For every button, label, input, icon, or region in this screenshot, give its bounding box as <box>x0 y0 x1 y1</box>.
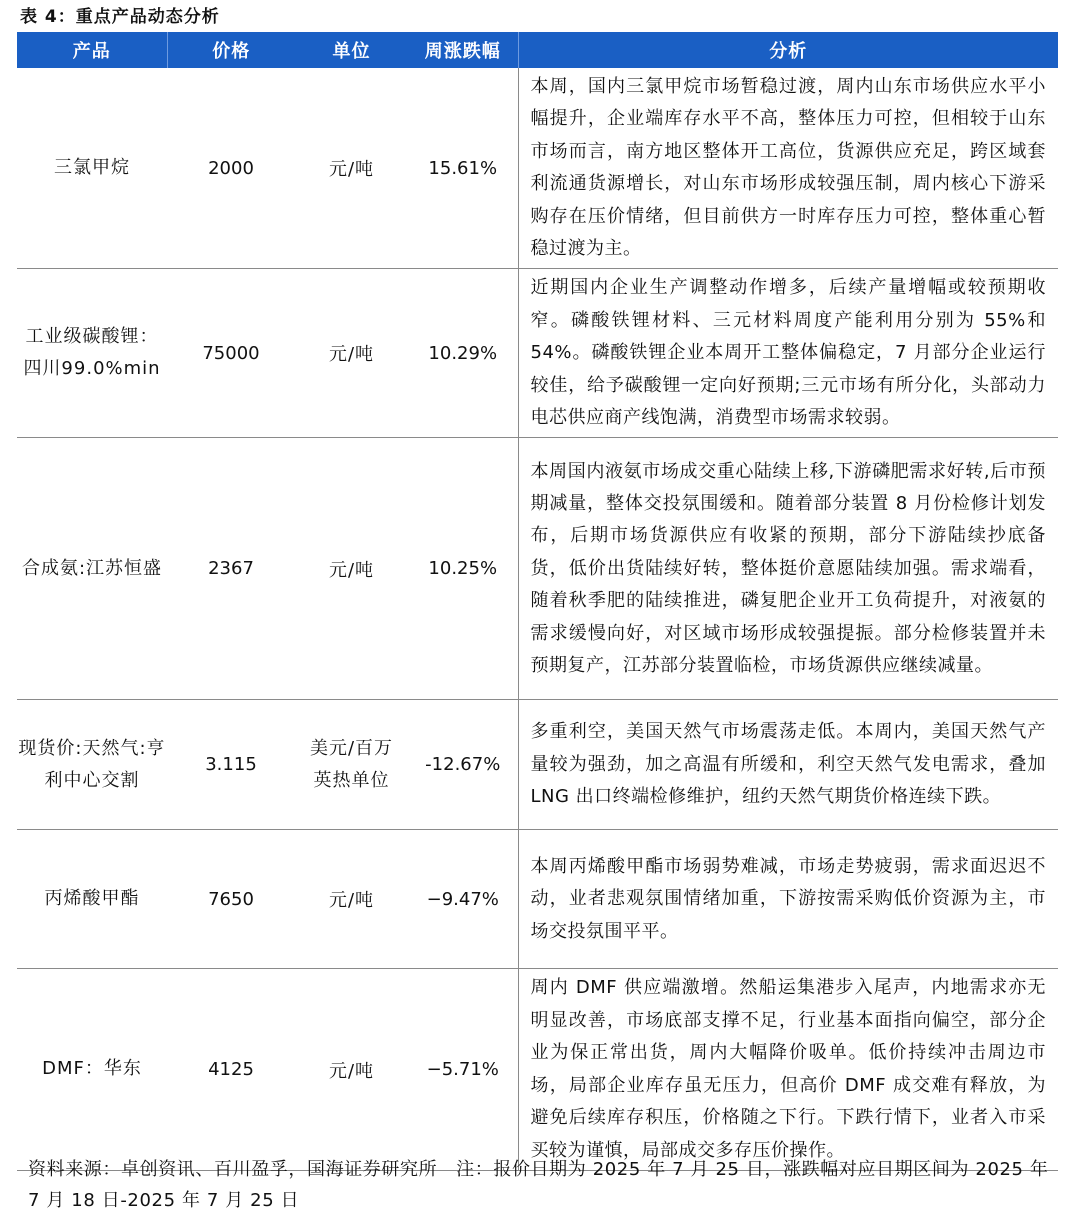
table-row <box>17 269 1058 438</box>
source-footer <box>28 1154 1058 1216</box>
note-text: 注：报价日期为 2025 年 7 月 25 日，涨跌幅对应日期区间为 2025 年 7 月 18 日-2025 年 7 月 25 日 <box>28 1159 1049 1211</box>
price-cell: 3.115 <box>167 700 295 830</box>
analysis-cell: 本周国内液氨市场成交重心陆续上移,下游磷肥需求好转,后市预期减量，整体交投氛围缓和。随着部分装置 8 月份检修计划发布，后期市场货源供应有收紧的预期，部分下游陆续抄底备货，低价出货陆续好转，整体挺价意愿陆续加强。需求端看，随着秋季肥的陆续推进，磷复肥企业开工负荷提升，对液氨的需求缓慢向好，对区域市场形成较强提振。部分检修装置并未预期复产，江苏部分装置临检，市场货源供应继续减量。 <box>518 438 1058 700</box>
change-cell: −9.47% <box>408 830 518 969</box>
product-dynamics-table <box>17 32 1058 1171</box>
unit-cell: 美元/百万英热单位 <box>295 700 408 830</box>
price-cell: 4125 <box>167 969 295 1170</box>
unit-cell: 元/吨 <box>295 830 408 969</box>
change-cell: 10.29% <box>408 269 518 438</box>
price-cell: 7650 <box>167 830 295 969</box>
change-cell: −5.71% <box>408 969 518 1170</box>
product-cell: 三氯甲烷 <box>17 68 167 269</box>
unit-cell: 元/吨 <box>295 269 408 438</box>
header-weekly-change: 周涨跌幅 <box>408 32 518 68</box>
change-cell: -12.67% <box>408 700 518 830</box>
analysis-cell: 多重利空，美国天然气市场震荡走低。本周内，美国天然气产量较为强劲，加之高温有所缓和，利空天然气发电需求，叠加 LNG 出口终端检修维护，纽约天然气期货价格连续下跌。 <box>518 700 1058 830</box>
analysis-cell: 本周丙烯酸甲酯市场弱势难减，市场走势疲弱，需求面迟迟不动，业者悲观氛围情绪加重，下游按需采购低价资源为主，市场交投氛围平平。 <box>518 830 1058 969</box>
product-cell: 现货价:天然气:亨利中心交割 <box>17 700 167 830</box>
header-price: 价格 <box>167 32 295 68</box>
price-cell: 2000 <box>167 68 295 269</box>
header-unit: 单位 <box>295 32 408 68</box>
source-text: 资料来源：卓创资讯、百川盈孚，国海证券研究所 <box>28 1159 438 1180</box>
change-cell: 10.25% <box>408 438 518 700</box>
unit-cell: 元/吨 <box>295 438 408 700</box>
price-cell: 2367 <box>167 438 295 700</box>
table-row <box>17 700 1058 830</box>
unit-cell: 元/吨 <box>295 969 408 1170</box>
header-row <box>17 32 1058 68</box>
product-cell: 工业级碳酸锂：四川99.0%min <box>17 269 167 438</box>
unit-cell: 元/吨 <box>295 68 408 269</box>
table-row <box>17 969 1058 1170</box>
product-cell: DMF：华东 <box>17 969 167 1170</box>
product-cell: 丙烯酸甲酯 <box>17 830 167 969</box>
table-row <box>17 438 1058 700</box>
table-row <box>17 830 1058 969</box>
price-cell: 75000 <box>167 269 295 438</box>
header-analysis: 分析 <box>518 32 1058 68</box>
change-cell: 15.61% <box>408 68 518 269</box>
header-product: 产品 <box>17 32 167 68</box>
table-title: 表 4：重点产品动态分析 <box>20 7 220 27</box>
analysis-cell: 周内 DMF 供应端激增。然船运集港步入尾声，内地需求亦无明显改善，市场底部支撑不足，行业基本面指向偏空，部分企业为保正常出货，周内大幅降价吸单。低价持续冲击周边市场，局部企业库存虽无压力，但高价 DMF 成交难有释放，为避免后续库存积压，价格随之下行。下跌行情下，业者入市采买较为谨慎，局部成交多存压价操作。 <box>518 969 1058 1170</box>
analysis-cell: 本周，国内三氯甲烷市场暂稳过渡，周内山东市场供应水平小幅提升，企业端库存水平不高，整体压力可控，但相较于山东市场而言，南方地区整体开工高位，货源供应充足，跨区域套利流通货源增长，对山东市场形成较强压制，周内核心下游采购存在压价情绪，但目前供方一时库存压力可控，整体重心暂稳过渡为主。 <box>518 68 1058 269</box>
table-row <box>17 68 1058 269</box>
product-cell: 合成氨:江苏恒盛 <box>17 438 167 700</box>
analysis-cell: 近期国内企业生产调整动作增多，后续产量增幅或较预期收窄。磷酸铁锂材料、三元材料周度产能利用分别为 55%和 54%。磷酸铁锂企业本周开工整体偏稳定，7 月部分企业运行较佳，给予碳酸锂一定向好预期;三元市场有所分化，头部动力电芯供应商产线饱满，消费型市场需求较弱。 <box>518 269 1058 438</box>
